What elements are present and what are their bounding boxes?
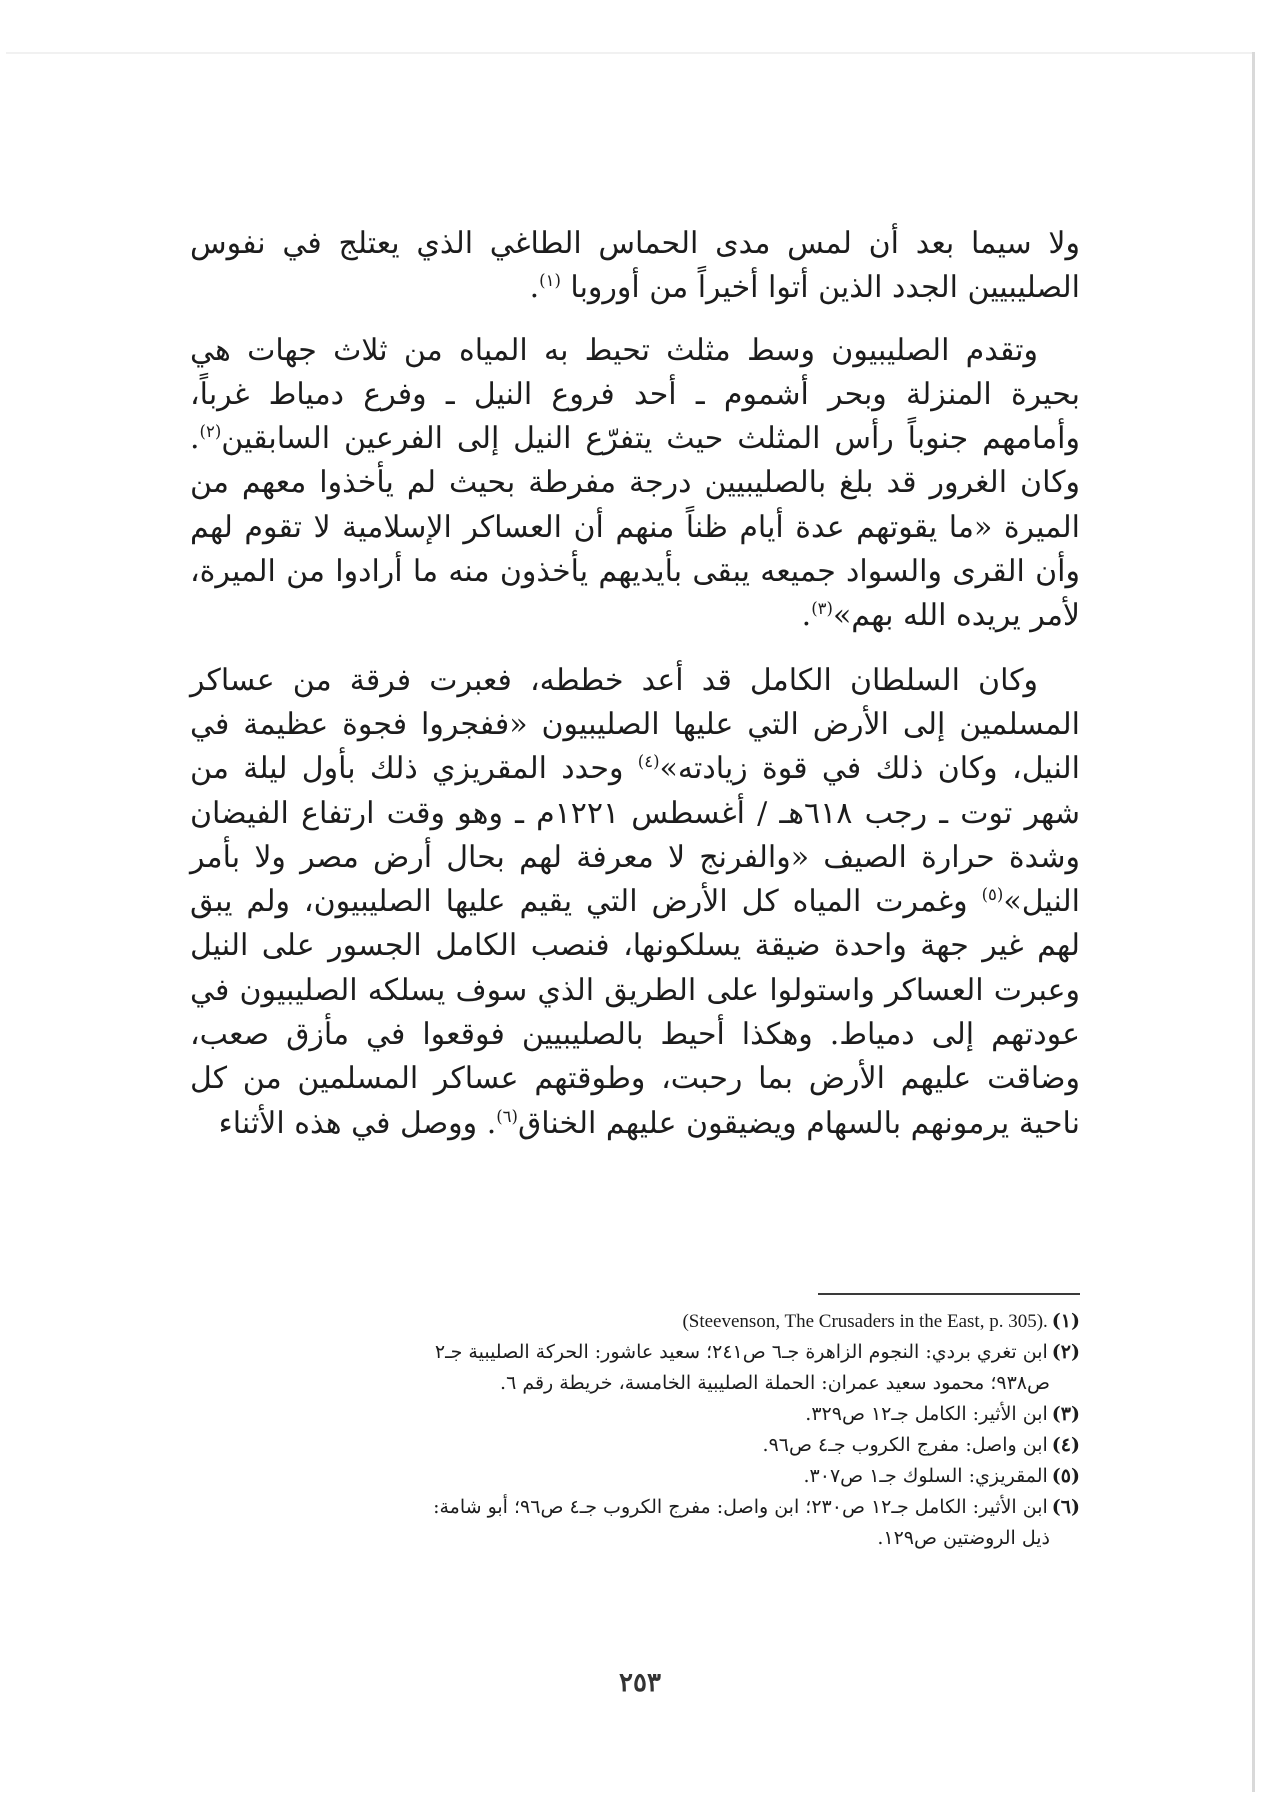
scan-right-edge bbox=[1252, 52, 1255, 1792]
footnote-1 bbox=[190, 1306, 1080, 1337]
footnote-6-continuation: ذيل الروضتين ص١٢٩. bbox=[877, 1527, 1050, 1549]
paragraph-3-part3: وغمرت المياه كل الأرض التي يقيم عليها الصليبيون، ولم يبق لهم غير جهة واحدة ضيقة يسلكونها، فنصب الكامل الجسور على النيل وعبرت العساكر واستولوا على الطريق الذي سوف يسلكه الصليبيون في عودتهم إلى دمياط. وهكذا أحيط بالصليبيين فوقعوا في مأزق صعب، وضاقت عليهم الأرض بما رحبت، وطوقتهم عساكر المسلمين من كل ناحية يرمونهم بالسهام ويضيقون عليهم الخناق bbox=[190, 884, 1080, 1141]
footnote-ref-4[interactable]: (٤) bbox=[637, 752, 660, 772]
footnote-6 bbox=[190, 1492, 1080, 1554]
paragraph-3-part4: . ووصل في هذه الأثناء bbox=[218, 1105, 497, 1141]
paragraph-2-part1: وتقدم الصليبيون وسط مثلث تحيط به المياه من ثلاث جهات هي بحيرة المنزلة وبحر أشموم ـ أحد فروع النيل ـ وفرع دمياط غرباً، وأمامهم جنوباً رأس المثلث حيث يتفرّع النيل إلى الفرعين السابقين bbox=[190, 332, 1080, 457]
paragraph-2 bbox=[190, 329, 1080, 639]
footnote-ref-6[interactable]: (٦) bbox=[496, 1106, 518, 1126]
paragraph-1-tail: . bbox=[529, 270, 540, 306]
page-number: ٢٥٣ bbox=[619, 1668, 661, 1698]
footnote-5 bbox=[190, 1461, 1080, 1492]
footnote-separator bbox=[818, 1293, 1080, 1295]
paragraph-1-text: ولا سيما بعد أن لمس مدى الحماس الطاغي الذي يعتلج في نفوس الصليبيين الجدد الذين أتوا أخيراً من أوروبا bbox=[190, 226, 1080, 306]
footnote-4-number: (٤) bbox=[1051, 1434, 1080, 1456]
footnote-ref-2[interactable]: (٢) bbox=[199, 422, 222, 442]
footnote-ref-1[interactable]: (١) bbox=[539, 271, 561, 291]
paragraph-3 bbox=[190, 659, 1080, 1146]
footnote-5-text: المقريزي: السلوك جـ١ ص٣٠٧. bbox=[803, 1465, 1048, 1487]
footnote-4 bbox=[190, 1430, 1080, 1461]
footnote-1-text: .(Steevenson, The Crusaders in the East, p. 305) bbox=[682, 1311, 1048, 1332]
paragraph-1 bbox=[190, 222, 1080, 311]
footnote-4-text: ابن واصل: مفرج الكروب جـ٤ ص٩٦. bbox=[762, 1434, 1048, 1456]
footnote-6-text: ابن الأثير: الكامل جـ١٢ ص٢٣٠؛ ابن واصل: مفرج الكروب جـ٤ ص٩٦؛ أبو شامة: bbox=[433, 1496, 1048, 1518]
footnotes bbox=[190, 1306, 1080, 1554]
footnote-ref-5[interactable]: (٥) bbox=[981, 885, 1004, 905]
footnote-1-number: (١) bbox=[1051, 1310, 1080, 1332]
footnote-2-continuation: ص٩٣٨؛ محمود سعيد عمران: الحملة الصليبية الخامسة، خريطة رقم ٦. bbox=[500, 1372, 1050, 1394]
paragraph-3-part1: وكان السلطان الكامل قد أعد خططه، فعبرت فرقة من عساكر المسلمين إلى الأرض التي عليها الصليبيون «ففجروا فجوة عظيمة في النيل، وكان ذلك في قوة زيادته» bbox=[190, 662, 1080, 787]
footnote-5-number: (٥) bbox=[1051, 1465, 1080, 1487]
paragraph-2-part2: . وكان الغرور قد بلغ بالصليبيين درجة مفرطة بحيث لم يأخذوا معهم من الميرة «ما يقوتهم عدة أيام ظناً منهم أن العساكر الإسلامية لا تقوم لهم وأن القرى والسواد جميعه يبقى بأيديهم يأخذون منه ما أرادوا من الميرة، لأمر يريده الله بهم» bbox=[190, 421, 1080, 634]
paragraph-3-part2: وحدد المقريزي ذلك بأول ليلة من شهر توت ـ رجب ٦١٨هـ / أغسطس ١٢٢١م ـ وهو وقت ارتفاع الفيضان وشدة حرارة الصيف «والفرنج لا معرفة لهم بحال أرض مصر ولا بأمر النيل» bbox=[190, 751, 1081, 920]
footnote-2-number: (٢) bbox=[1051, 1341, 1080, 1363]
body-text bbox=[190, 222, 1080, 1146]
paragraph-2-tail: . bbox=[801, 598, 812, 634]
footnote-ref-3[interactable]: (٣) bbox=[811, 599, 833, 619]
scan-top-edge bbox=[6, 52, 1254, 54]
footnote-3-number: (٣) bbox=[1051, 1403, 1080, 1425]
footnote-2 bbox=[190, 1337, 1080, 1399]
footnote-3 bbox=[190, 1399, 1080, 1430]
footnote-2-text: ابن تغري بردي: النجوم الزاهرة جـ٦ ص٢٤١؛ سعيد عاشور: الحركة الصليبية جـ٢ bbox=[434, 1341, 1048, 1363]
footnote-3-text: ابن الأثير: الكامل جـ١٢ ص٣٢٩. bbox=[805, 1403, 1048, 1425]
footnote-6-number: (٦) bbox=[1051, 1496, 1080, 1518]
